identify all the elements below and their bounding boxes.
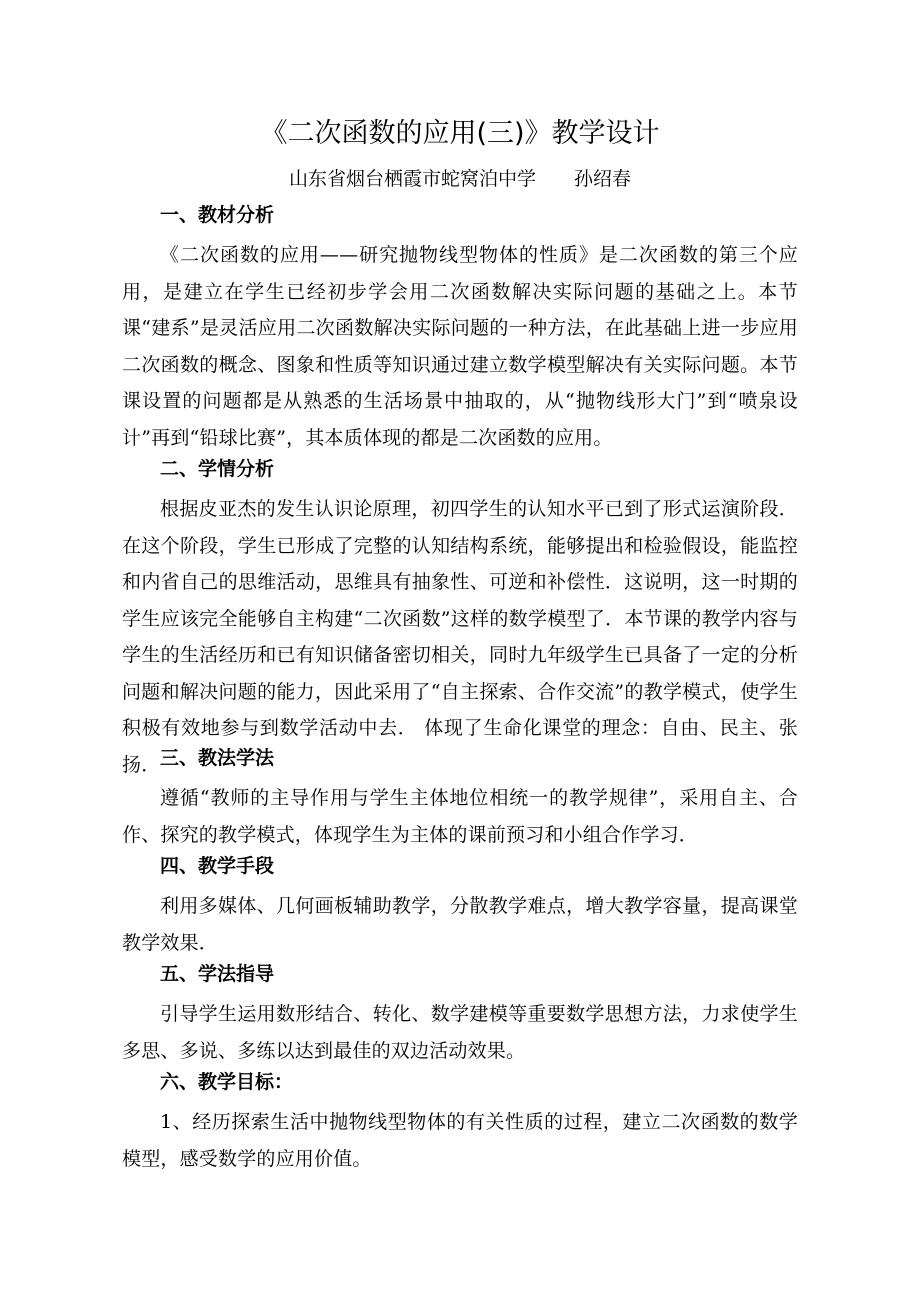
section-paragraph-teaching-means: 利用多媒体、几何画板辅助教学，分散教学难点，增大教学容量，提高课堂教学效果． [122,895,798,954]
section-paragraph-objective-1: 1、经历探索生活中抛物线型物体的有关性质的过程，建立二次函数的数学模型，感受数学的应用价值。 [122,1111,798,1170]
document-title: 《二次函数的应用(三)》教学设计 [260,118,660,149]
author-school: 山东省烟台栖霞市蛇窝泊中学 [288,168,536,190]
section-paragraph-student-analysis: 根据皮亚杰的发生认识论原理，初四学生的认知水平已到了形式运演阶段． 在这个阶段，学生已形成了完整的认知结构系统，能够提出和检验假设，能监控和内省自己的思维活动，思维具有抽象性、可逆和补偿性．这说明，这一时期的学生应该完全能够自主构建“二次函数”这样的数学模型了．本节课的教学内容与学生的生活经历和已有知识储备密切相关，同时九年级学生已具备了一定的分析问题和解决问题的能力，因此采用了“自主探索、合作交流”的教学模式，使学生积极有效地参与到数学活动中去． 体现了生命化课堂的理念：自由、民主、张扬． [122,498,798,776]
section-heading-teaching-means: 四、教学手段 [160,855,275,877]
section-paragraph-teaching-methods: 遵循“教师的主导作用与学生主体地位相统一的教学规律”，采用自主、合作、探究的教学模式，体现学生为主体的课前预习和小组合作学习． [122,787,798,846]
author-line [0,165,920,193]
section-heading-teaching-methods: 三、教法学法 [160,747,275,769]
section-heading-textbook-analysis: 一、教材分析 [160,204,275,226]
section-heading-teaching-objectives: 六、教学目标： [160,1071,294,1093]
section-paragraph-textbook-analysis: 《二次函数的应用——研究抛物线型物体的性质》是二次函数的第三个应用，是建立在学生已经初步学会用二次函数解决实际问题的基础之上。本节课“建系”是灵活应用二次函数解决实际问题的一种方法，在此基础上进一步应用二次函数的概念、图象和性质等知识通过建立数学模型解决有关实际问题。本节课设置的问题都是从熟悉的生活场景中抽取的，从“抛物线形大门”到“喷泉设计”再到“铅球比赛”，其本质体现的都是二次函数的应用。 [122,244,798,449]
author-name: 孙绍春 [574,168,632,190]
section-heading-student-analysis: 二、学情分析 [160,458,275,480]
section-paragraph-learning-guidance: 引导学生运用数形结合、转化、数学建模等重要数学思想方法，力求使学生多思、多说、多练以达到最佳的双边活动效果。 [122,1003,798,1062]
section-heading-learning-guidance: 五、学法指导 [160,963,275,985]
